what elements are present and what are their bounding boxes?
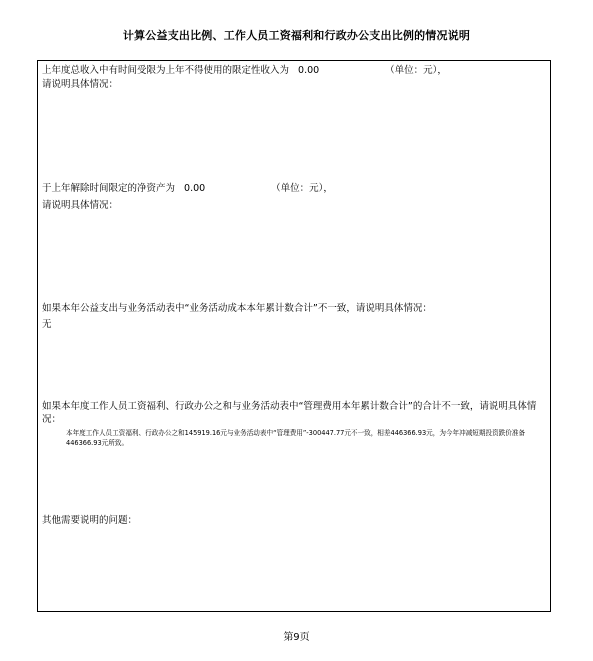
explanation-box — [37, 60, 551, 612]
released-assets-row — [42, 182, 546, 195]
restricted-income-value: 0.00 — [298, 65, 320, 76]
released-assets-label: 于上年解除时间限定的净资产为 — [42, 183, 176, 194]
restricted-income-row — [42, 64, 546, 77]
restricted-income-unit: （单位：元）， — [385, 65, 447, 76]
released-assets-value: 0.00 — [184, 183, 206, 194]
restricted-income-label: 上年度总收入中有时间受限为上年不得使用的限定性收入为 — [42, 65, 290, 76]
released-assets-prompt: 请说明具体情况： — [42, 200, 119, 211]
public-welfare-question: 如果本年公益支出与业务活动表中“业务活动成本本年累计数合计”不一致，请说明具体情况： — [42, 303, 432, 314]
other-issues-prompt: 其他需要说明的问题： — [42, 515, 138, 526]
staff-admin-question: 如果本年度工作人员工资福利、行政办公之和与业务活动表中“管理费用本年累计数合计”的合计不一致，请说明具体情况： — [42, 401, 537, 425]
staff-admin-answer: 本年度工作人员工资福利、行政办公之和145919.16元与业务活动表中“管理费用”-300447.77元不一致，相差446366.93元，为今年冲减短期投资跌价准备446366.93元所致。 — [66, 429, 526, 447]
public-welfare-answer: 无 — [42, 319, 52, 330]
page-number: 第9页 — [283, 632, 310, 643]
restricted-income-prompt: 请说明具体情况： — [42, 79, 119, 90]
released-assets-unit: （单位：元）， — [271, 183, 333, 194]
page-title: 计算公益支出比例、工作人员工资福利和行政办公支出比例的情况说明 — [122, 29, 471, 42]
